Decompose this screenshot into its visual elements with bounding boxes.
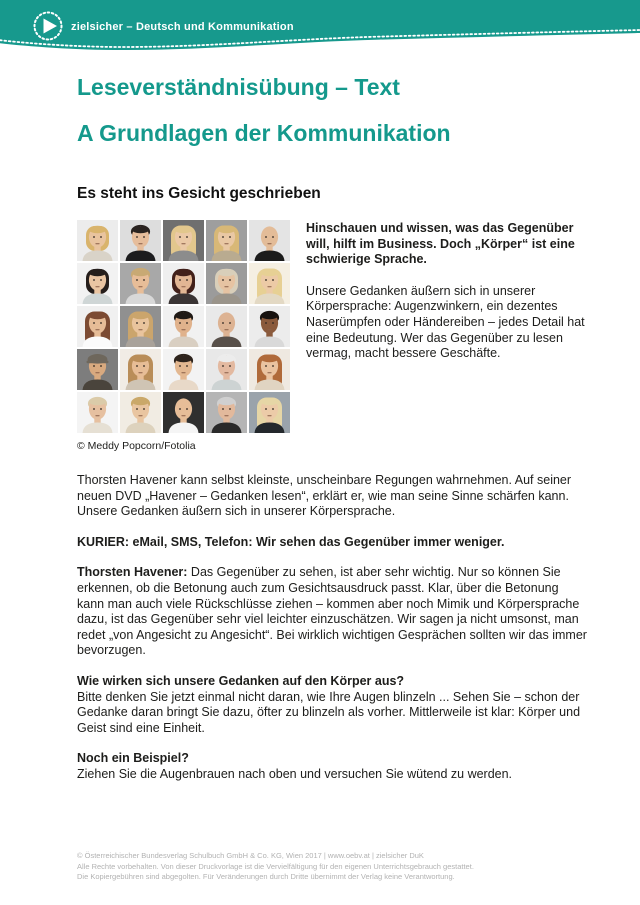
portrait-photo bbox=[120, 306, 161, 347]
portrait-photo bbox=[77, 263, 118, 304]
portrait-photo bbox=[206, 392, 247, 433]
media-row bbox=[77, 220, 588, 452]
portrait-photo bbox=[206, 220, 247, 261]
portrait-photo bbox=[77, 392, 118, 433]
paragraph-1: Thorsten Havener kann selbst kleinste, unscheinbare Regungen wahrnehmen. Auf seiner neuen DVD „Havener – Gedanken lesen“, erklärt er, wie man seine Sinne schärfen kann. Unsere Gedanken äußern sich in unserer Körpersprache. bbox=[77, 473, 572, 519]
article-body bbox=[77, 473, 588, 783]
portrait-photo bbox=[77, 306, 118, 347]
portrait-photo bbox=[163, 220, 204, 261]
portrait-photo bbox=[163, 392, 204, 433]
portrait-photo bbox=[163, 306, 204, 347]
portrait-photo bbox=[249, 263, 290, 304]
document-title-line1: Leseverständnisübung – Text bbox=[77, 74, 400, 100]
portrait-grid bbox=[77, 220, 290, 433]
portrait-photo bbox=[163, 349, 204, 390]
paragraph-4-gedanken: Wie wirken sich unsere Gedanken auf den Körper aus? Bitte denken Sie jetzt einmal nicht daran, wie Ihre Augen blinzeln ... Sehen Sie – schon der Gedanke daran bringt Sie dazu, öfter zu blinzeln als vorher. Mittlerweile ist klar: Körper und Geist sind eine Einheit. bbox=[77, 673, 581, 735]
portrait-photo bbox=[77, 349, 118, 390]
portrait-photo bbox=[163, 263, 204, 304]
document-title-line2: A Grundlagen der Kommunikation bbox=[77, 120, 451, 146]
portrait-photo bbox=[206, 306, 247, 347]
portrait-photo bbox=[120, 392, 161, 433]
portrait-photo bbox=[249, 349, 290, 390]
paragraph-3-havener: Thorsten Havener: Das Gegenüber zu sehen, ist aber sehr wichtig. Nur so können Sie erkennen, ob die Betonung auch zum Gesichtsausdruck passt. Klar, über die Betonung kann man auch viele Rückschlüsse ziehen – kommen aber noch Mimik und Körpersprache dazu, ist das Gegenüber sehr viel leichter einzuschätzen. Wir sagen ja nicht umsonst, man redet „von Angesicht zu Angesicht“. Bei wirklich wichtigen Gesprächen sollten wir das immer bevorzugen. bbox=[77, 565, 587, 658]
intro-column bbox=[306, 220, 588, 452]
page-footer bbox=[77, 851, 588, 883]
intro-paragraph: Unsere Gedanken äußern sich in unserer Körpersprache: Augenzwinkern, ein dezentes Naserümpfen oder Händereiben – jedes Detail hat eine Bedeutung. Wer das Gegenüber zu lesen vermag, macht bessere Geschäfte. bbox=[306, 283, 585, 361]
portrait-photo bbox=[77, 220, 118, 261]
portrait-photo bbox=[249, 392, 290, 433]
portrait-photo bbox=[120, 220, 161, 261]
article-heading: Es steht ins Gesicht geschrieben bbox=[77, 185, 321, 202]
portrait-photo bbox=[249, 220, 290, 261]
portrait-photo bbox=[249, 306, 290, 347]
image-credit-caption: © Meddy Popcorn/Fotolia bbox=[77, 440, 196, 452]
paragraph-5-beispiel: Noch ein Beispiel? Ziehen Sie die Augenbrauen nach oben und versuchen Sie wütend zu werden. bbox=[77, 751, 513, 781]
portrait-photo bbox=[206, 349, 247, 390]
footer-line-1: © Österreichischer Bundesverlag Schulbuch GmbH & Co. KG, Wien 2017 | www.oebv.at | zielsicher DuK bbox=[77, 851, 424, 860]
portrait-figure bbox=[77, 220, 290, 452]
portrait-photo bbox=[206, 263, 247, 304]
intro-lead-paragraph: Hinschauen und wissen, was das Gegenüber will, hilft im Business. Doch „Körper“ ist eine schwierige Sprache. bbox=[306, 221, 575, 267]
paragraph-2-kurier: KURIER: eMail, SMS, Telefon: Wir sehen das Gegenüber immer weniger. bbox=[77, 534, 505, 549]
portrait-photo bbox=[120, 349, 161, 390]
footer-line-2: Alle Rechte vorbehalten. Von dieser Druckvorlage ist die Vervielfältigung für den eigenen Unterrichtsgebrauch gestattet. bbox=[77, 861, 474, 871]
footer-line-3: Die Kopiergebühren sind abgegolten. Für Veränderungen durch Dritte übernimmt der Verlag keine Verantwortung. bbox=[77, 872, 455, 881]
document-title bbox=[77, 76, 588, 145]
portrait-photo bbox=[120, 263, 161, 304]
brand-title: zielsicher – Deutsch und Kommunikation bbox=[71, 21, 294, 33]
